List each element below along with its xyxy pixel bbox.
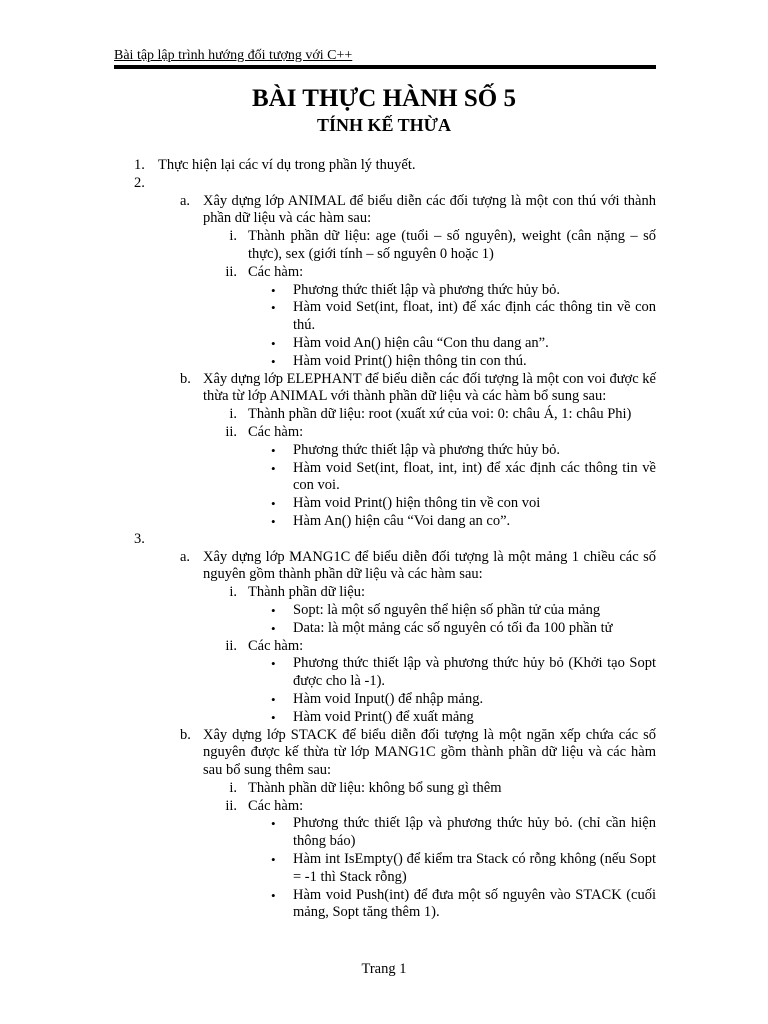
bullet-item [0,513,768,531]
item-text: Hàm void Set(int, float, int, int) để xác định các thông tin về con voi. [293,459,656,494]
item-text: Xây dựng lớp ANIMAL để biểu diễn các đối tượng là một con thú với thành phần dữ liệu và các hàm sau: [203,192,656,227]
page-title: BÀI THỰC HÀNH SỐ 5 [252,85,516,112]
sub-item [0,406,768,424]
bullet-item [0,442,768,460]
bullet-item [0,655,768,691]
bullet-marker: • [271,691,276,707]
bullet-item [0,495,768,513]
bullet-item [0,620,768,638]
list-marker: i. [229,584,237,601]
sub-item [0,798,768,816]
list-marker: i. [229,228,237,245]
bullet-item [0,851,768,887]
bullet-item [0,335,768,353]
lettered-item [0,371,768,407]
list-marker: ii. [225,797,237,814]
sub-item [0,584,768,602]
bullet-item [0,709,768,727]
item-text: Xây dựng lớp MANG1C để biểu diễn đối tượng là một mảng 1 chiều các số nguyên gồm thành phần dữ liệu và các hàm sau: [203,548,656,583]
item-text: Các hàm: [248,637,304,654]
item-text: Hàm void Print() để xuất mảng [293,708,474,725]
sub-item [0,424,768,442]
numbered-item [0,157,768,175]
list-marker: ii. [225,263,237,280]
bullet-item [0,299,768,335]
lettered-item [0,549,768,585]
bullet-marker: • [271,816,276,832]
list-marker: i. [229,406,237,423]
bullet-item [0,282,768,300]
item-text: Hàm void An() hiện câu “Con thu dang an”. [293,334,549,351]
bullet-marker: • [271,282,276,298]
page-subtitle: TÍNH KẾ THỪA [316,115,452,135]
numbered-item [0,531,768,549]
list-marker: a. [180,192,191,209]
bullet-marker: • [271,709,276,725]
bullet-item [0,460,768,496]
bullet-marker: • [271,602,276,618]
item-text: Phương thức thiết lập và phương thức hủy bỏ. (chỉ cần hiện thông báo) [293,815,656,850]
bullet-item [0,602,768,620]
list-marker: 3. [134,530,145,547]
item-text: Thực hiện lại các ví dụ trong phần lý thuyết. [158,157,416,173]
running-header [114,47,656,69]
bullet-marker: • [271,513,276,529]
list-marker: 2. [134,174,145,191]
bullet-marker: • [271,656,276,672]
list-marker: i. [229,779,237,796]
item-text: Phương thức thiết lập và phương thức hủy bỏ. [293,441,561,458]
bullet-marker: • [271,442,276,458]
item-text: Hàm int IsEmpty() để kiểm tra Stack có rỗng không (nếu Sopt = -1 thì Stack rỗng) [293,851,656,885]
item-text: Phương thức thiết lập và phương thức hủy bỏ (Khởi tạo Sopt được cho là -1). [293,655,656,690]
exercise-list [0,157,768,922]
item-text [158,175,656,193]
bullet-marker: • [271,335,276,351]
item-text: Hàm void Set(int, float, int) để xác định các thông tin về con thú. [293,299,656,334]
item-text: Các hàm: [248,263,304,280]
item-text: Hàm void Push(int) để đưa một số nguyên vào STACK (cuối mảng, Sopt tăng thêm 1). [293,886,656,921]
list-marker: ii. [225,637,237,654]
list-marker: 1. [134,157,145,173]
item-text: Hàm void Print() hiện thông tin con thú. [293,352,527,369]
list-marker: a. [180,548,191,565]
item-text: Hàm void Print() hiện thông tin về con voi [293,495,541,512]
numbered-item [0,175,768,193]
page-number: Trang 1 [361,961,407,977]
header-text: Bài tập lập trình hướng đối tượng với C++ [114,48,353,63]
bullet-item [0,887,768,923]
sub-item [0,780,768,798]
lettered-item [0,193,768,229]
item-text: Phương thức thiết lập và phương thức hủy bỏ. [293,281,561,298]
list-marker: b. [180,370,191,387]
lettered-item [0,727,768,780]
item-text [158,531,656,549]
bullet-marker: • [271,887,276,903]
item-text: Các hàm: [248,797,304,814]
item-text: Thành phần dữ liệu: không bổ sung gì thêm [248,779,502,796]
item-text: Hàm An() hiện câu “Voi dang an co”. [293,512,511,529]
bullet-marker: • [271,852,276,868]
item-text: Xây dựng lớp ELEPHANT để biểu diễn các đối tượng là một con voi được kế thừa từ lớp ANIMAL với thành phần dữ liệu và các hàm bổ sung sau: [203,370,656,405]
item-text: Thành phần dữ liệu: [248,584,365,601]
bullet-marker: • [271,620,276,636]
bullet-marker: • [271,460,276,476]
item-text: Thành phần dữ liệu: root (xuất xứ của voi: 0: châu Á, 1: châu Phi) [248,406,632,423]
sub-item [0,264,768,282]
list-marker: ii. [225,423,237,440]
item-text: Thành phần dữ liệu: age (tuổi – số nguyên), weight (cân nặng – số thực), sex (giới tính – số nguyên 0 hoặc 1) [248,228,656,262]
item-text: Xây dựng lớp STACK để biểu diễn đối tượng là một ngăn xếp chứa các số nguyên được kế thừa từ lớp MANG1C gồm thành phần dữ liệu và các hàm sau bổ sung thêm sau: [203,726,656,779]
sub-item [0,638,768,656]
bullet-marker: • [271,300,276,316]
list-marker: b. [180,726,191,743]
item-text: Sopt: là một số nguyên thể hiện số phần tử của mảng [293,601,601,618]
bullet-item [0,815,768,851]
item-text: Các hàm: [248,423,304,440]
sub-item [0,228,768,264]
bullet-item [0,691,768,709]
item-text: Hàm void Input() để nhập mảng. [293,690,484,707]
bullet-marker: • [271,353,276,369]
bullet-item [0,353,768,371]
bullet-marker: • [271,496,276,512]
item-text: Data: là một mảng các số nguyên có tối đa 100 phần tử [293,619,613,636]
